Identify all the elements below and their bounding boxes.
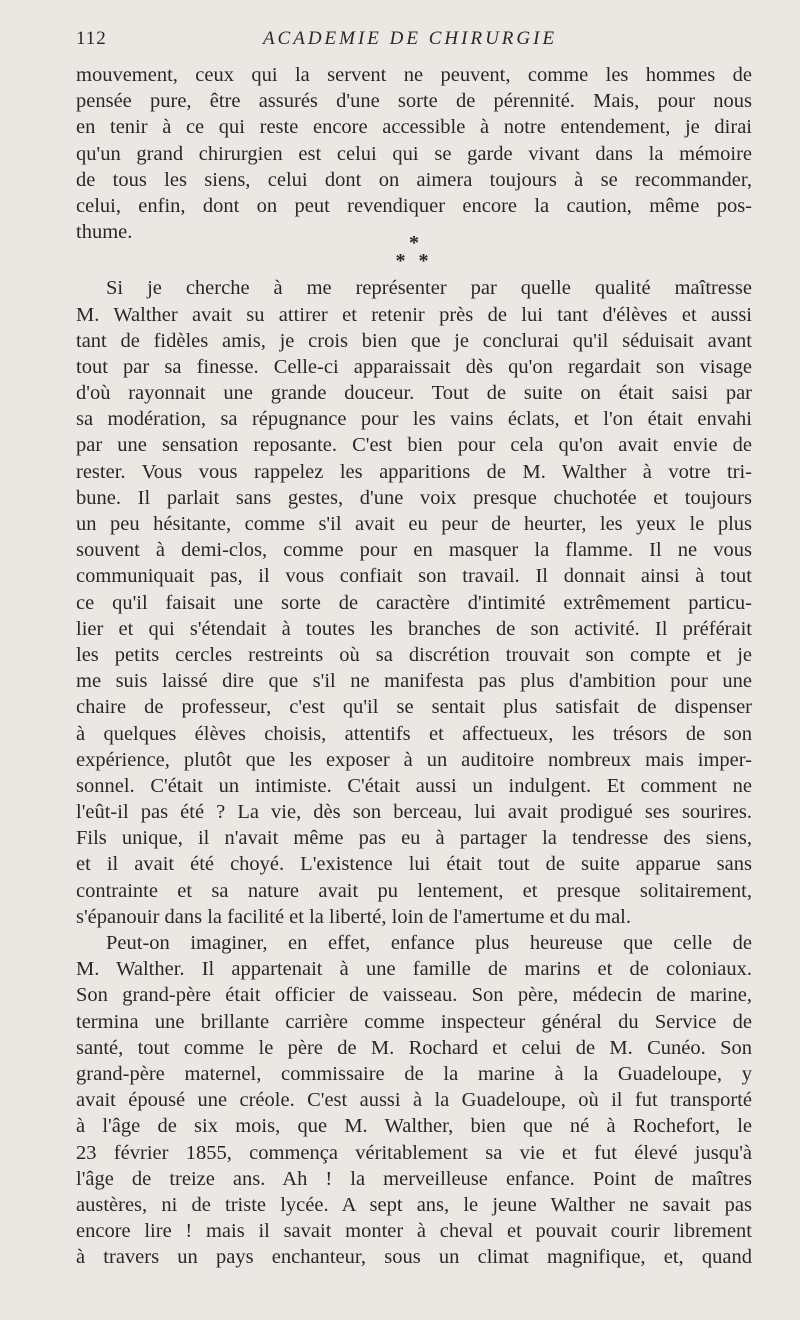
text-line: en tenir à ce qui reste encore accessible à notre entendement, je dirai <box>76 116 752 139</box>
text-line: souvent à demi-clos, comme pour en masquer la flamme. Il ne vous <box>76 539 752 562</box>
asterism-bottom: * * <box>395 250 433 273</box>
text-line: chaire de professeur, c'est qu'il se sentait plus satisfait de dispenser <box>76 696 752 719</box>
text-line: rester. Vous vous rappelez les apparitions de M. Walther à votre tri- <box>76 460 752 483</box>
body-text <box>76 62 752 1270</box>
text-line: Fils unique, il n'avait même pas eu à partager la tendresse des siens, <box>76 827 752 850</box>
paragraph-continuation <box>76 62 752 245</box>
text-line: grand-père maternel, commissaire de la marine à la Guadeloupe, y <box>76 1062 752 1085</box>
text-line: l'eût-il pas été ? La vie, dès son berceau, lui avait prodigué ses sourires. <box>76 801 752 824</box>
text-line: 23 février 1855, commença véritablement sa vie et fut élevé jusqu'à <box>76 1141 752 1164</box>
text-line: à l'âge de six mois, que M. Walther, bien que né à Rochefort, le <box>76 1115 752 1138</box>
text-line: de tous les siens, celui dont on aimera toujours à se recommander, <box>76 168 752 191</box>
text-line: Son grand-père était officier de vaisseau. Son père, médecin de marine, <box>76 984 752 1007</box>
text-line: contrainte et sa nature avait pu lentement, et presque solitairement, <box>76 879 752 902</box>
text-line: termina une brillante carrière comme inspecteur général du Service de <box>76 1010 752 1033</box>
text-line: un peu hésitante, comme s'il avait eu peur de heurter, les yeux le plus <box>76 513 752 535</box>
running-head: ACADEMIE DE CHIRURGIE <box>262 28 558 49</box>
text-line: me suis laissé dire que s'il ne manifesta pas plus d'ambition pour une <box>76 670 752 693</box>
text-line: mouvement, ceux qui la servent ne peuvent, comme les hommes de <box>76 64 752 86</box>
text-line: M. Walther. Il appartenait à une famille de marins et de coloniaux. <box>76 958 752 981</box>
text-line: Peut-on imaginer, en effet, enfance plus heureuse que celle de <box>106 932 752 954</box>
text-line: ce qu'il faisait une sorte de caractère d'intimité extrêmement particu- <box>76 591 752 614</box>
text-line: tant de fidèles amis, je crois bien que je conclurai qu'il séduisait avant <box>76 329 752 352</box>
text-line: M. Walther avait su attirer et retenir près de lui tant d'élèves et aussi <box>76 303 752 326</box>
text-line: lier et qui s'étendait à toutes les branches de son activité. Il préférait <box>76 617 752 640</box>
text-line: thume. <box>76 221 133 244</box>
text-line: sa modération, sa répugnance pour les vains éclats, et l'on était envahi <box>76 408 752 431</box>
text-line: encore lire ! mais il savait monter à cheval et pouvait courir librement <box>76 1220 752 1243</box>
text-line: sonnel. C'était un intimiste. C'était aussi un indulgent. Et comment ne <box>76 774 752 797</box>
text-line: santé, tout comme le père de M. Rochard et celui de M. Cunéo. Son <box>76 1036 752 1059</box>
paragraph-walther-childhood <box>76 930 752 1270</box>
text-line: tout par sa finesse. Celle-ci apparaissait dès qu'on regardait son visage <box>76 355 752 378</box>
text-line: Si je cherche à me représenter par quelle qualité maîtresse <box>106 277 752 300</box>
text-line: bune. Il parlait sans gestes, d'une voix presque chuchotée et toujours <box>76 486 752 509</box>
asterism-top: * <box>409 232 419 255</box>
text-line: qu'un grand chirurgien est celui qui se garde vivant dans la mémoire <box>76 142 752 165</box>
paragraph-walther-finesse <box>76 275 752 930</box>
asterism-separator <box>76 231 752 275</box>
text-line: et il avait été choyé. L'existence lui était tout de suite apparue sans <box>76 853 752 876</box>
text-line: celui, enfin, dont on peut revendiquer encore la caution, même pos- <box>76 194 752 217</box>
text-line: communiquait pas, il vous confiait son travail. Il donnait ainsi à tout <box>76 565 752 588</box>
text-line: expérience, plutôt que les exposer à un auditoire nombreux mais imper- <box>76 748 752 771</box>
text-line: d'où rayonnait une grande douceur. Tout de suite on était saisi par <box>76 382 752 405</box>
text-line: s'épanouir dans la facilité et la liberté, loin de l'amertume et du mal. <box>76 905 631 928</box>
text-line: par une sensation reposante. C'est bien pour cela qu'on avait envie de <box>76 434 752 457</box>
page-number: 112 <box>76 28 107 49</box>
text-line: austères, ni de triste lycée. A sept ans, le jeune Walther ne savait pas <box>76 1193 752 1216</box>
text-line: les petits cercles restreints où sa discrétion trouvait son compte et je <box>76 643 752 666</box>
page-header <box>76 28 744 56</box>
text-line: pensée pure, être assurés d'une sorte de pérennité. Mais, pour nous <box>76 90 752 113</box>
text-line: à travers un pays enchanteur, sous un climat magnifique, et, quand <box>76 1246 752 1269</box>
text-line: avait épousé une créole. C'est aussi à la Guadeloupe, où il fut transporté <box>76 1089 752 1112</box>
text-line: l'âge de treize ans. Ah ! la merveilleuse enfance. Point de maîtres <box>76 1167 752 1190</box>
text-line: à quelques élèves choisis, attentifs et affectueux, les trésors de son <box>76 722 752 745</box>
